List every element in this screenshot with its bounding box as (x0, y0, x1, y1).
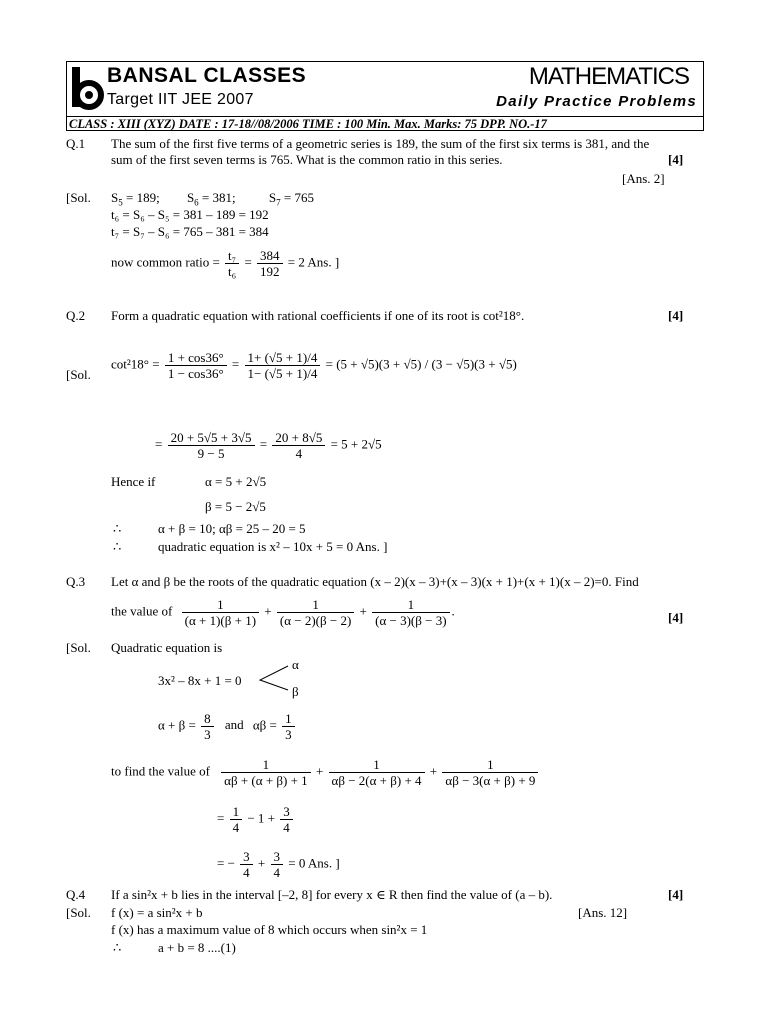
q4-sol-label: [Sol. (66, 905, 91, 920)
q1-sol-label: [Sol. (66, 190, 91, 205)
therefore-icon: ∴ (113, 539, 122, 554)
q2-quadratic: quadratic equation is x² – 10x + 5 = 0 Ans. ] (158, 539, 388, 554)
q4-answer: [Ans. 12] (578, 905, 628, 920)
q2-sol-line1: cot²18° = $\frac{1 + \cos 36^\circ}{1 - \cos 36^\circ}$ = $\frac{1+ (√5 + 1)/4}{1- (√5 + 1)/4}$ = (5 + √5)(3 + √5) / (3 − √5)(3 + √5) (111, 350, 517, 381)
brand-name: BANSAL CLASSES (107, 64, 307, 87)
q1-text-line1: The sum of the first five terms of a geometric series is 189, the sum of the first six terms is 381, and the (111, 136, 650, 151)
q1-answer: [Ans. 2] (622, 171, 665, 186)
q2-sol-line2: = $\frac{20 + 5√5 + 3√5}{9 - 5}$ = $\frac{20 + 8√5}{4}$ = 5 + 2√5 (155, 430, 382, 461)
q3-sol-label: [Sol. (66, 640, 91, 655)
q3-step2: = − $\frac{3}{4}$ + $\frac{3}{4}$ = 0 Ans. ] (217, 849, 340, 880)
q1-sol-line3: t₇ = S₇ – S₆ = 765 – 381 = 384 (111, 224, 269, 239)
therefore-icon: ∴ (113, 521, 122, 536)
q4-text: If a sin²x + b lies in the interval [–2, 8] for every x ∈ R then find the value of (a – b). (111, 887, 553, 902)
q4-marks: [4] (668, 887, 684, 902)
root-split-icon (258, 662, 290, 692)
q3-quad-label: Quadratic equation is (111, 640, 223, 655)
q3-find-value: to find the value of $\frac{1}{\alpha\beta + (\alpha + \beta) + 1}$ + $\frac{1}{\alpha\beta - 2(\alpha + \beta) + 4}$ + $\frac{1}{\alpha\beta - 3(\alpha + \beta) + 9}$ (111, 757, 540, 788)
dpp-title: Daily Practice Problems (496, 93, 697, 110)
therefore-icon: ∴ (113, 940, 122, 955)
subject-title: MATHEMATICS (528, 63, 689, 90)
q3-number: Q.3 (66, 574, 86, 589)
q2-alpha: α = 5 + 2√5 (205, 474, 267, 489)
q2-text: Form a quadratic equation with rational coefficients if one of its root is cot²18°. (111, 308, 525, 323)
q3-sum-product: α + β = $\frac{8}{3}$ and αβ = $\frac{1}{3}$ (158, 711, 297, 742)
q1-text-line2: sum of the first seven terms is 765. What is the common ratio in this series. (111, 152, 503, 167)
q1-ratio-line: now common ratio = $\frac{\text{t₇}}{\text{t₆}}$ = $\frac{384}{192}$ = 2 Ans. ] (111, 248, 340, 279)
q4-number: Q.4 (66, 887, 86, 902)
q4-eq1: a + b = 8 ....(1) (158, 940, 236, 955)
bansal-logo-icon (69, 65, 105, 113)
q3-equation: 3x² – 8x + 1 = 0 (158, 673, 242, 688)
q3-text: Let α and β be the roots of the quadratic equation (x – 2)(x – 3)+(x – 3)(x + 1)+(x + 1)(x – 2)=0. Find (111, 574, 639, 589)
q2-sol-label: [Sol. (66, 367, 91, 382)
q2-beta: β = 5 − 2√5 (205, 499, 266, 514)
header-box (66, 61, 704, 131)
q1-sol-line2: t₆ = S₆ – S₅ = 381 – 189 = 192 (111, 207, 269, 222)
q3-root-beta: β (292, 684, 299, 699)
q3-expression: the value of $\frac{1}{(\alpha + 1)(\beta + 1)}$ + $\frac{1}{(\alpha - 2)(\beta - 2)}$ + $\frac{1}{(\alpha - 3)(\beta - 3)}$ . (111, 597, 455, 628)
q3-marks: [4] (668, 610, 684, 625)
q1-marks: [4] (668, 152, 684, 167)
q1-sol-line1: $S_5 = 189$; $S_6 = 381$; $S_7 = 765$ (111, 190, 314, 208)
q2-hence: Hence if (111, 474, 156, 489)
target-text: Target IIT JEE 2007 (107, 91, 254, 108)
q2-marks: [4] (668, 308, 684, 323)
q4-max: f (x) has a maximum value of 8 which occurs when sin²x = 1 (111, 922, 428, 937)
q4-function: f (x) = a sin²x + b (111, 905, 203, 920)
q1-number: Q.1 (66, 136, 86, 151)
q2-sum-product: α + β = 10; αβ = 25 – 20 = 5 (158, 521, 306, 536)
q2-number: Q.2 (66, 308, 86, 323)
class-line: CLASS : XIII (XYZ) DATE : 17-18//08/2006 TIME : 100 Min. Max. Marks: 75 DPP. NO.-17 (69, 117, 547, 131)
q3-root-alpha: α (292, 657, 299, 672)
q3-step1: = $\frac{1}{4}$ − 1 + $\frac{3}{4}$ (217, 804, 295, 835)
